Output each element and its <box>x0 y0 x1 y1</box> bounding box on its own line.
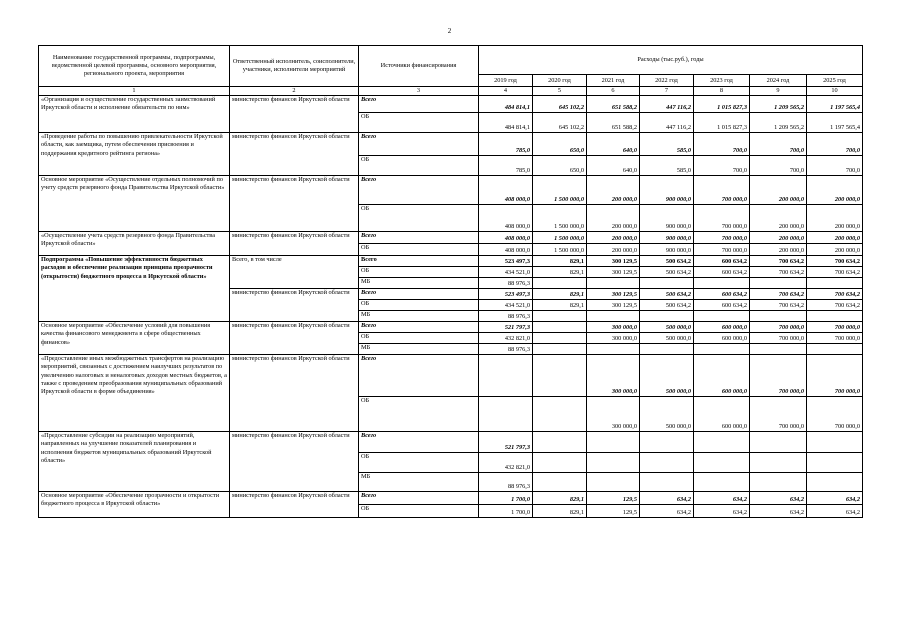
amount-cell: 700 634,2 <box>750 300 807 311</box>
budget-table <box>38 45 863 518</box>
header-year: 2020 год <box>533 75 587 87</box>
executor-cell: министерство финансов Иркутской области <box>230 133 359 176</box>
amount-cell <box>587 473 640 492</box>
amount-cell: 500 000,0 <box>640 397 694 432</box>
amount-cell: 700 000,0 <box>750 397 807 432</box>
amount-cell <box>640 432 694 453</box>
funding-source: ОБ <box>359 156 479 176</box>
amount-cell <box>533 333 587 344</box>
program-name: Основное мероприятие «Обеспечение прозрачности и открытости бюджетного процесса в Иркутской области» <box>39 492 230 518</box>
amount-cell <box>694 453 750 473</box>
amount-cell: 200 000,0 <box>750 176 807 205</box>
funding-source: ОБ <box>359 453 479 473</box>
amount-cell: 634,2 <box>640 492 694 505</box>
amount-cell: 645 102,2 <box>533 113 587 133</box>
amount-cell: 1 700,0 <box>479 492 533 505</box>
amount-cell <box>479 355 533 397</box>
amount-cell <box>807 311 863 322</box>
amount-cell: 634,2 <box>694 505 750 518</box>
funding-source: ОБ <box>359 244 479 256</box>
amount-cell <box>750 473 807 492</box>
amount-cell: 651 588,2 <box>587 113 640 133</box>
index-cell: 7 <box>640 87 694 96</box>
amount-cell: 300 000,0 <box>587 333 640 344</box>
amount-cell: 634,2 <box>807 505 863 518</box>
amount-cell: 700 000,0 <box>694 205 750 232</box>
executor-cell: министерство финансов Иркутской области <box>230 96 359 133</box>
program-name: Основное мероприятие «Осуществление отдельных полномочий по учету средств резервного фонда Правительства Иркутской области» <box>39 176 230 232</box>
amount-cell: 408 000,0 <box>479 232 533 244</box>
amount-cell: 300 000,0 <box>587 322 640 333</box>
amount-cell: 829,1 <box>533 492 587 505</box>
amount-cell: 785,0 <box>479 156 533 176</box>
amount-cell: 829,1 <box>533 289 587 300</box>
amount-cell: 300 129,5 <box>587 289 640 300</box>
funding-source: МБ <box>359 278 479 289</box>
amount-cell <box>533 432 587 453</box>
table-row <box>39 492 863 505</box>
amount-cell <box>640 473 694 492</box>
amount-cell: 200 000,0 <box>807 205 863 232</box>
amount-cell: 700 000,0 <box>807 333 863 344</box>
table-row <box>39 355 863 397</box>
funding-source: Всего <box>359 256 479 267</box>
amount-cell: 650,0 <box>533 156 587 176</box>
table-row <box>39 322 863 333</box>
funding-source: Всего <box>359 232 479 244</box>
table-row <box>39 176 863 205</box>
amount-cell <box>640 311 694 322</box>
amount-cell <box>640 278 694 289</box>
funding-source: ОБ <box>359 333 479 344</box>
amount-cell <box>694 344 750 355</box>
amount-cell: 585,0 <box>640 156 694 176</box>
amount-cell: 700 000,0 <box>807 355 863 397</box>
amount-cell <box>587 344 640 355</box>
funding-source: МБ <box>359 311 479 322</box>
funding-source: ОБ <box>359 267 479 278</box>
amount-cell: 900 000,0 <box>640 205 694 232</box>
amount-cell: 600 000,0 <box>694 333 750 344</box>
amount-cell: 634,2 <box>750 492 807 505</box>
amount-cell <box>533 397 587 432</box>
amount-cell: 640,0 <box>587 156 640 176</box>
executor-cell: Всего, в том числе <box>230 256 359 289</box>
index-cell: 8 <box>694 87 750 96</box>
amount-cell: 1 500 000,0 <box>533 244 587 256</box>
amount-cell: 829,1 <box>533 267 587 278</box>
amount-cell: 700 000,0 <box>750 355 807 397</box>
amount-cell: 600 000,0 <box>694 355 750 397</box>
header-year: 2021 год <box>587 75 640 87</box>
amount-cell <box>694 311 750 322</box>
index-cell: 9 <box>750 87 807 96</box>
amount-cell: 447 116,2 <box>640 96 694 113</box>
amount-cell <box>479 397 533 432</box>
header-name: Наименование государственной программы, подпрограммы, ведомственной целевой программы, основного мероприятия, регионального проекта, мероприятия <box>39 46 230 87</box>
index-cell: 6 <box>587 87 640 96</box>
amount-cell: 700 634,2 <box>807 256 863 267</box>
program-name: «Организация и осуществление государственных заимствований Иркутской области и исполнение обязательств по ним» <box>39 96 230 133</box>
header-expenses: Расходы (тыс.руб.), годы <box>479 46 863 75</box>
amount-cell: 484 814,1 <box>479 96 533 113</box>
amount-cell: 500 000,0 <box>640 355 694 397</box>
amount-cell <box>807 344 863 355</box>
amount-cell: 1 500 000,0 <box>533 176 587 205</box>
amount-cell: 500 634,2 <box>640 289 694 300</box>
funding-source: Всего <box>359 96 479 113</box>
amount-cell: 700 634,2 <box>750 256 807 267</box>
amount-cell: 447 116,2 <box>640 113 694 133</box>
header-executor: Ответственный исполнитель, соисполнители, участники, исполнители мероприятий <box>230 46 359 87</box>
amount-cell: 300 129,5 <box>587 267 640 278</box>
amount-cell: 200 000,0 <box>750 232 807 244</box>
amount-cell: 700 634,2 <box>807 300 863 311</box>
amount-cell <box>587 278 640 289</box>
amount-cell: 523 497,3 <box>479 256 533 267</box>
amount-cell: 600 634,2 <box>694 300 750 311</box>
amount-cell <box>533 311 587 322</box>
funding-source: Всего <box>359 133 479 156</box>
program-name: «Предоставление субсидии на реализацию мероприятий, направленных на улучшение показателей планирования и исполнения бюджетов муниципальных образований Иркутской области» <box>39 432 230 492</box>
executor-cell: министерство финансов Иркутской области <box>230 355 359 432</box>
header-year: 2022 год <box>640 75 694 87</box>
amount-cell: 700 000,0 <box>694 244 750 256</box>
amount-cell: 500 634,2 <box>640 300 694 311</box>
page-number: 2 <box>447 27 452 35</box>
amount-cell <box>533 473 587 492</box>
funding-source: ОБ <box>359 205 479 232</box>
amount-cell: 88 976,3 <box>479 311 533 322</box>
amount-cell: 640,0 <box>587 133 640 156</box>
amount-cell: 500 000,0 <box>640 333 694 344</box>
funding-source: Всего <box>359 492 479 505</box>
amount-cell: 300 000,0 <box>587 397 640 432</box>
funding-source: Всего <box>359 355 479 397</box>
amount-cell <box>750 278 807 289</box>
amount-cell: 600 634,2 <box>694 289 750 300</box>
header-year: 2025 год <box>807 75 863 87</box>
funding-source: Всего <box>359 289 479 300</box>
amount-cell: 900 000,0 <box>640 232 694 244</box>
amount-cell: 1 700,0 <box>479 505 533 518</box>
amount-cell <box>807 453 863 473</box>
funding-source: МБ <box>359 473 479 492</box>
amount-cell: 200 000,0 <box>587 176 640 205</box>
amount-cell <box>533 278 587 289</box>
amount-cell <box>807 278 863 289</box>
header-year: 2019 год <box>479 75 533 87</box>
amount-cell: 200 000,0 <box>807 176 863 205</box>
funding-source: ОБ <box>359 300 479 311</box>
amount-cell: 700 000,0 <box>807 322 863 333</box>
amount-cell: 700,0 <box>750 133 807 156</box>
executor-cell: министерство финансов Иркутской области <box>230 322 359 355</box>
amount-cell: 651 588,2 <box>587 96 640 113</box>
amount-cell: 700,0 <box>694 133 750 156</box>
program-name: Подпрограмма «Повышение эффективности бюджетных расходов и обеспечение реализации принципа прозрачности (открытости) бюджетного процесса в Иркутской области» <box>39 256 230 322</box>
index-cell: 4 <box>479 87 533 96</box>
amount-cell: 484 814,1 <box>479 113 533 133</box>
amount-cell: 600 000,0 <box>694 322 750 333</box>
amount-cell: 700 000,0 <box>807 397 863 432</box>
amount-cell: 129,5 <box>587 505 640 518</box>
index-cell: 1 <box>39 87 230 96</box>
amount-cell: 500 634,2 <box>640 256 694 267</box>
amount-cell: 1 197 565,4 <box>807 113 863 133</box>
amount-cell: 523 497,3 <box>479 289 533 300</box>
amount-cell: 600 634,2 <box>694 256 750 267</box>
amount-cell: 1 500 000,0 <box>533 232 587 244</box>
amount-cell: 650,0 <box>533 133 587 156</box>
amount-cell: 900 000,0 <box>640 176 694 205</box>
amount-cell: 1 015 827,3 <box>694 113 750 133</box>
amount-cell: 700 634,2 <box>750 289 807 300</box>
amount-cell <box>807 432 863 453</box>
amount-cell: 200 000,0 <box>750 244 807 256</box>
amount-cell: 700,0 <box>807 156 863 176</box>
amount-cell <box>694 473 750 492</box>
amount-cell: 700 000,0 <box>694 176 750 205</box>
amount-cell: 600 634,2 <box>694 267 750 278</box>
amount-cell <box>533 355 587 397</box>
amount-cell: 700,0 <box>694 156 750 176</box>
amount-cell: 300 000,0 <box>587 355 640 397</box>
amount-cell: 700 000,0 <box>750 322 807 333</box>
index-cell: 10 <box>807 87 863 96</box>
index-cell: 2 <box>230 87 359 96</box>
amount-cell: 585,0 <box>640 133 694 156</box>
amount-cell: 645 102,2 <box>533 96 587 113</box>
table-row <box>39 96 863 113</box>
amount-cell: 521 797,3 <box>479 432 533 453</box>
amount-cell: 700 000,0 <box>694 232 750 244</box>
amount-cell: 500 000,0 <box>640 322 694 333</box>
amount-cell: 432 821,0 <box>479 333 533 344</box>
table-row <box>39 432 863 453</box>
amount-cell <box>533 453 587 473</box>
executor-cell: министерство финансов Иркутской области <box>230 232 359 256</box>
amount-cell: 700,0 <box>807 133 863 156</box>
amount-cell: 634,2 <box>640 505 694 518</box>
amount-cell: 300 129,5 <box>587 256 640 267</box>
amount-cell <box>750 432 807 453</box>
amount-cell <box>807 473 863 492</box>
index-cell: 3 <box>359 87 479 96</box>
funding-source: Всего <box>359 176 479 205</box>
amount-cell: 500 634,2 <box>640 267 694 278</box>
amount-cell <box>750 453 807 473</box>
funding-source: ОБ <box>359 505 479 518</box>
amount-cell: 88 976,3 <box>479 278 533 289</box>
amount-cell: 200 000,0 <box>587 244 640 256</box>
funding-source: ОБ <box>359 397 479 432</box>
executor-cell: министерство финансов Иркутской области <box>230 176 359 232</box>
amount-cell <box>587 453 640 473</box>
amount-cell: 900 000,0 <box>640 244 694 256</box>
amount-cell: 634,2 <box>750 505 807 518</box>
funding-source: Всего <box>359 432 479 453</box>
amount-cell <box>694 432 750 453</box>
amount-cell: 521 797,3 <box>479 322 533 333</box>
amount-cell: 700,0 <box>750 156 807 176</box>
amount-cell: 1 209 565,2 <box>750 113 807 133</box>
program-name: «Проведение работы по повышению привлекательности Иркутской области, как заемщика, путем обеспечения присвоения и поддержания кредитного рейтинга региона» <box>39 133 230 176</box>
table-row <box>39 133 863 156</box>
amount-cell: 434 521,0 <box>479 267 533 278</box>
amount-cell <box>587 311 640 322</box>
amount-cell <box>750 344 807 355</box>
amount-cell: 200 000,0 <box>807 244 863 256</box>
program-name: «Осуществление учета средств резервного фонда Правительства Иркутской области» <box>39 232 230 256</box>
amount-cell: 700 634,2 <box>807 289 863 300</box>
amount-cell: 200 000,0 <box>587 232 640 244</box>
amount-cell: 408 000,0 <box>479 205 533 232</box>
amount-cell: 408 000,0 <box>479 244 533 256</box>
amount-cell <box>533 344 587 355</box>
amount-cell <box>640 453 694 473</box>
program-name: «Предоставление иных межбюджетных трансфертов на реализацию мероприятий, связанных с достижением наилучших результатов по увеличению налоговых и неналоговых доходов местных бюджетов, а также с проведением преобразования муниципальных образований Иркутской области в форме объединения» <box>39 355 230 432</box>
amount-cell: 1 015 827,3 <box>694 96 750 113</box>
table-row <box>39 232 863 244</box>
amount-cell: 432 821,0 <box>479 453 533 473</box>
amount-cell: 200 000,0 <box>587 205 640 232</box>
amount-cell: 129,5 <box>587 492 640 505</box>
program-name: Основное мероприятие «Обеспечение условий для повышения качества финансового менеджмента в сфере общественных финансов» <box>39 322 230 355</box>
funding-source: МБ <box>359 344 479 355</box>
amount-cell: 829,1 <box>533 300 587 311</box>
amount-cell: 1 209 565,2 <box>750 96 807 113</box>
amount-cell: 300 129,5 <box>587 300 640 311</box>
amount-cell: 88 976,3 <box>479 344 533 355</box>
amount-cell <box>587 432 640 453</box>
amount-cell: 700 000,0 <box>750 333 807 344</box>
amount-cell <box>750 311 807 322</box>
amount-cell: 600 000,0 <box>694 397 750 432</box>
index-row <box>39 87 863 96</box>
header-year: 2023 год <box>694 75 750 87</box>
executor-cell: министерство финансов Иркутской области <box>230 432 359 492</box>
table-row <box>39 256 863 267</box>
index-cell: 5 <box>533 87 587 96</box>
amount-cell: 1 500 000,0 <box>533 205 587 232</box>
amount-cell <box>533 322 587 333</box>
header-source: Источники финансирования <box>359 46 479 87</box>
amount-cell: 88 976,3 <box>479 473 533 492</box>
amount-cell: 700 634,2 <box>750 267 807 278</box>
amount-cell: 408 000,0 <box>479 176 533 205</box>
amount-cell: 434 521,0 <box>479 300 533 311</box>
amount-cell: 700 634,2 <box>807 267 863 278</box>
amount-cell: 829,1 <box>533 256 587 267</box>
header-year: 2024 год <box>750 75 807 87</box>
amount-cell: 829,1 <box>533 505 587 518</box>
amount-cell: 634,2 <box>807 492 863 505</box>
funding-source: Всего <box>359 322 479 333</box>
amount-cell: 200 000,0 <box>807 232 863 244</box>
amount-cell: 634,2 <box>694 492 750 505</box>
amount-cell: 785,0 <box>479 133 533 156</box>
amount-cell: 1 197 565,4 <box>807 96 863 113</box>
funding-source: ОБ <box>359 113 479 133</box>
amount-cell <box>694 278 750 289</box>
executor-cell: министерство финансов Иркутской области <box>230 492 359 518</box>
amount-cell: 200 000,0 <box>750 205 807 232</box>
amount-cell <box>640 344 694 355</box>
executor-cell: министерство финансов Иркутской области <box>230 289 359 322</box>
